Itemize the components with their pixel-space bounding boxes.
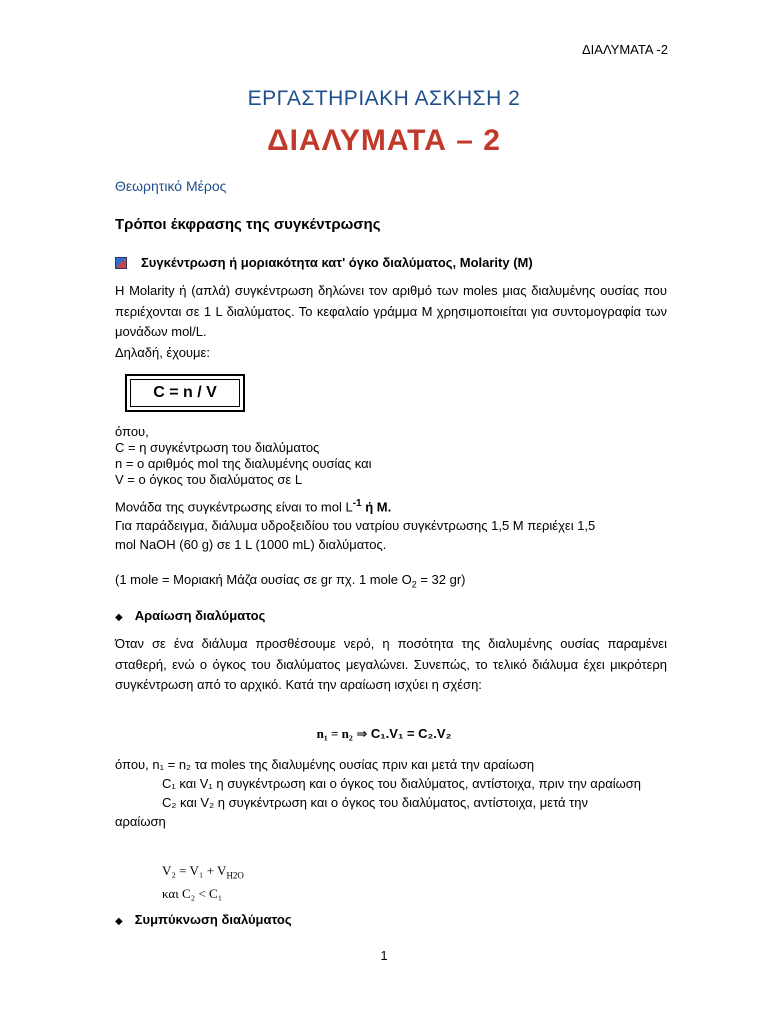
molarity-intro: Δηλαδή, έχουμε:	[115, 344, 210, 360]
dilution-paragraph-text: Όταν σε ένα διάλυμα προσθέσουμε νερό, η ποσότητα της διαλυμένης ουσίας παραμένει σταθερή, ενώ ο όγκος του διαλύματος μεγαλώνει. Συνεπώς, το τελικό διάλυμα έχει μικρότερη συγκέντρωση από το αρχικό. Κατά την αραίωση ισχύει η σχέση:	[115, 636, 667, 692]
c2-definition: C₂ και V₂ η συγκέντρωση και ο όγκος του διαλύματος, αντίστοιχα, μετά την	[162, 795, 589, 810]
where-moles-line: όπου, n₁ = n₂ τα moles της διαλυμένης ουσίας πριν και μετά την αραίωση	[115, 757, 535, 772]
molarity-definitions	[115, 424, 675, 488]
unit-and-example	[115, 494, 675, 554]
unit-prefix: Μονάδα της συγκέντρωσης είναι το mol L	[115, 499, 353, 515]
example-line-2: mol NaOH (60 g) σε 1 L (1000 mL) διαλύματος.	[115, 537, 387, 553]
equation-right: C₁.V₁ = C₂.V₂	[370, 726, 452, 741]
dilution-equation	[0, 726, 768, 742]
lab-title: ΕΡΓΑΣΤΗΡΙΑΚΗ ΑΣΚΗΣΗ 2	[247, 87, 521, 110]
mole-note	[115, 572, 675, 593]
equation-arrow: ⇒	[352, 726, 371, 741]
concentration-heading	[115, 912, 292, 927]
subheading: Τρόποι έκφρασης της συγκέντρωσης	[115, 216, 381, 233]
v2-subscript: H2O	[226, 870, 244, 881]
def-c: C = η συγκέντρωση του διαλύματος	[115, 440, 320, 455]
note-subscript: 2	[411, 579, 417, 590]
main-title: ΔΙΑΛΥΜΑΤΑ – 2	[267, 124, 501, 157]
v2-equation: V₂ = V₁ + V	[162, 863, 227, 878]
equation-left: n₁ = n₂	[316, 726, 353, 741]
def-n: n = ο αριθμός mol της διαλυμένης ουσίας και	[115, 456, 372, 471]
molarity-bullet-title: Συγκέντρωση ή μοριακότητα κατ' όγκο διαλύματος, Molarity (M)	[141, 255, 533, 270]
dilution-heading	[115, 608, 265, 623]
molarity-paragraph	[115, 281, 667, 363]
unit-suffix: ή M.	[361, 499, 392, 515]
diamond-bullet-icon: ◆	[115, 612, 123, 623]
def-v: V = ο όγκος του διαλύματος σε L	[115, 472, 303, 487]
formula-text: C = n / V	[130, 379, 240, 407]
dilution-relations	[162, 862, 722, 902]
dilution-title: Αραίωση διαλύματος	[134, 608, 266, 623]
c1-definition: C₁ και V₁ η συγκέντρωση και ο όγκος του διαλύματος, αντίστοιχα, πριν την αραίωση	[162, 776, 642, 791]
square-bullet-icon	[115, 257, 127, 269]
where-label: όπου,	[115, 424, 149, 439]
molarity-bullet	[115, 255, 533, 270]
diamond-bullet-icon: ◆	[115, 916, 123, 927]
running-header: ΔΙΑΛΥΜΑΤΑ -2	[582, 42, 668, 57]
note-prefix: (1 mole = Μοριακή Μάζα ουσίας σε gr πχ. 1 mole O	[115, 572, 412, 587]
note-suffix: = 32 gr)	[416, 572, 466, 587]
formula-box	[125, 374, 245, 412]
section-heading: Θεωρητικό Μέρος	[115, 178, 227, 194]
page-number: 1	[380, 948, 388, 963]
concentration-title: Συμπύκνωση διαλύματος	[134, 912, 292, 927]
molarity-paragraph-text: Η Molarity ή (απλά) συγκέντρωση δηλώνει τον αριθμό των moles μιας διαλυμένης ουσίας που περιέχονται σε 1 L διαλύματος. Το κεφαλαίο γράμμα Μ χρησιμοποιείται για συντομογραφία των μονάδων mol/L.	[115, 283, 667, 339]
unit-line	[115, 494, 675, 516]
c-inequality: και C₂ < C₁	[162, 885, 223, 901]
unit-exponent: -1	[352, 498, 362, 509]
dilution-definitions	[115, 755, 667, 831]
example-line-1: Για παράδειγμα, διάλυμα υδροξειδίου του νατρίου συγκέντρωσης 1,5 M περιέχει 1,5	[115, 518, 596, 534]
c2-definition-cont: αραίωση	[115, 814, 166, 829]
dilution-paragraph	[115, 634, 667, 696]
